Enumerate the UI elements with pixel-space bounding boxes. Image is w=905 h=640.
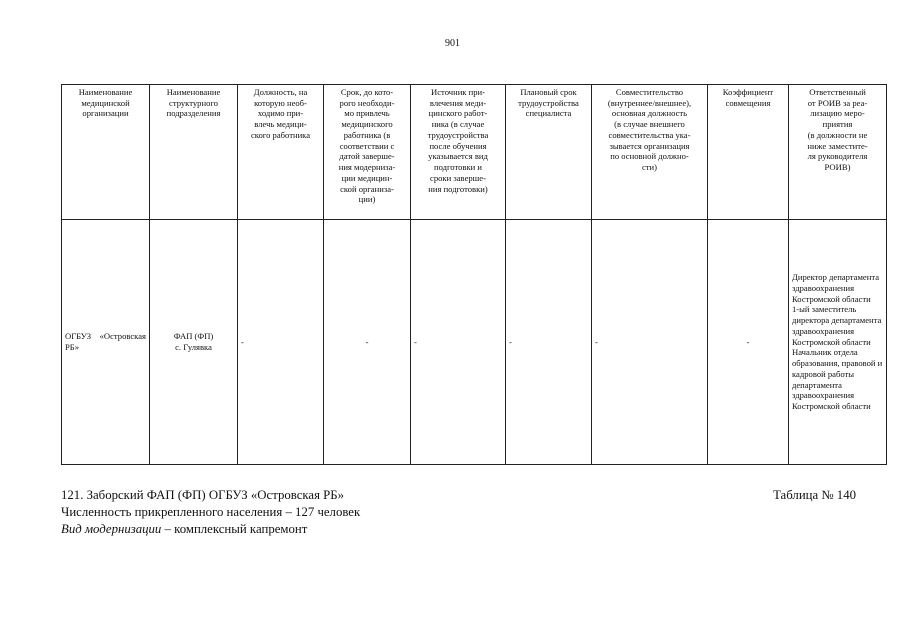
section-heading-row — [61, 487, 886, 504]
cell-responsible: Директор департамента здравоохранения Костромской области 1-ый заместитель директора департамента здравоохранения Костромской области Начальник отдела образования, правовой и кадровой работы департамента здравоохранения Костромской области — [789, 220, 887, 465]
cell-unit-line1: ФАП (ФП) — [173, 331, 214, 342]
population-line: Численность прикрепленного населения – 127 человек — [61, 505, 361, 519]
header-organization: Наименование медицинской организации — [62, 85, 150, 220]
table-row — [62, 220, 887, 465]
header-source: Источник при- влечения меди- цинского работ- ника (в случае трудоустройства после обучения указывается вид подготовки и сроки заверше- ния подготовки) — [411, 85, 506, 220]
modernization-line — [61, 521, 886, 538]
header-planned-term: Плановый срок трудоустройства специалиста — [506, 85, 592, 220]
section-info — [61, 487, 886, 538]
staffing-table — [61, 84, 887, 465]
cell-position: - — [238, 220, 324, 465]
table-number: Таблица № 140 — [773, 488, 856, 502]
header-deadline: Срок, до кото- рого необходи- мо привлечь медицинского работника (в соответствии с датой заверше- ния модерниза- ции медицин- ской организа- ции) — [324, 85, 411, 220]
header-coefficient: Коэффициент совмещения — [708, 85, 789, 220]
cell-unit — [150, 220, 238, 465]
cell-organization: ОГБУЗ «Островская РБ» — [62, 220, 150, 465]
header-unit: Наименование структурного подразделения — [150, 85, 238, 220]
modernization-label: Вид модернизации — [61, 522, 162, 536]
header-responsible: Ответственный от РОИВ за реа- лизацию меро- приятия (в должности не ниже заместите- ля руководителя РОИВ) — [789, 85, 887, 220]
cell-unit-line2: с. Гулявка — [175, 342, 212, 352]
section-title: 121. Заборский ФАП (ФП) ОГБУЗ «Островская РБ» — [61, 488, 345, 502]
table-header-row — [62, 85, 887, 220]
cell-coefficient: - — [708, 220, 789, 465]
modernization-value: – комплексный капремонт — [161, 522, 308, 536]
header-position: Должность, на которую необ- ходимо при- влечь медици- ского работника — [238, 85, 324, 220]
cell-source: - — [411, 220, 506, 465]
cell-combination: - — [592, 220, 708, 465]
page-number: 901 — [445, 38, 460, 49]
header-combination: Совместительство (внутреннее/внешнее), основная должность (в случае внешнего совместительства ука- зывается организация по основной должно- сти) — [592, 85, 708, 220]
cell-deadline: - — [324, 220, 411, 465]
cell-planned-term: - — [506, 220, 592, 465]
